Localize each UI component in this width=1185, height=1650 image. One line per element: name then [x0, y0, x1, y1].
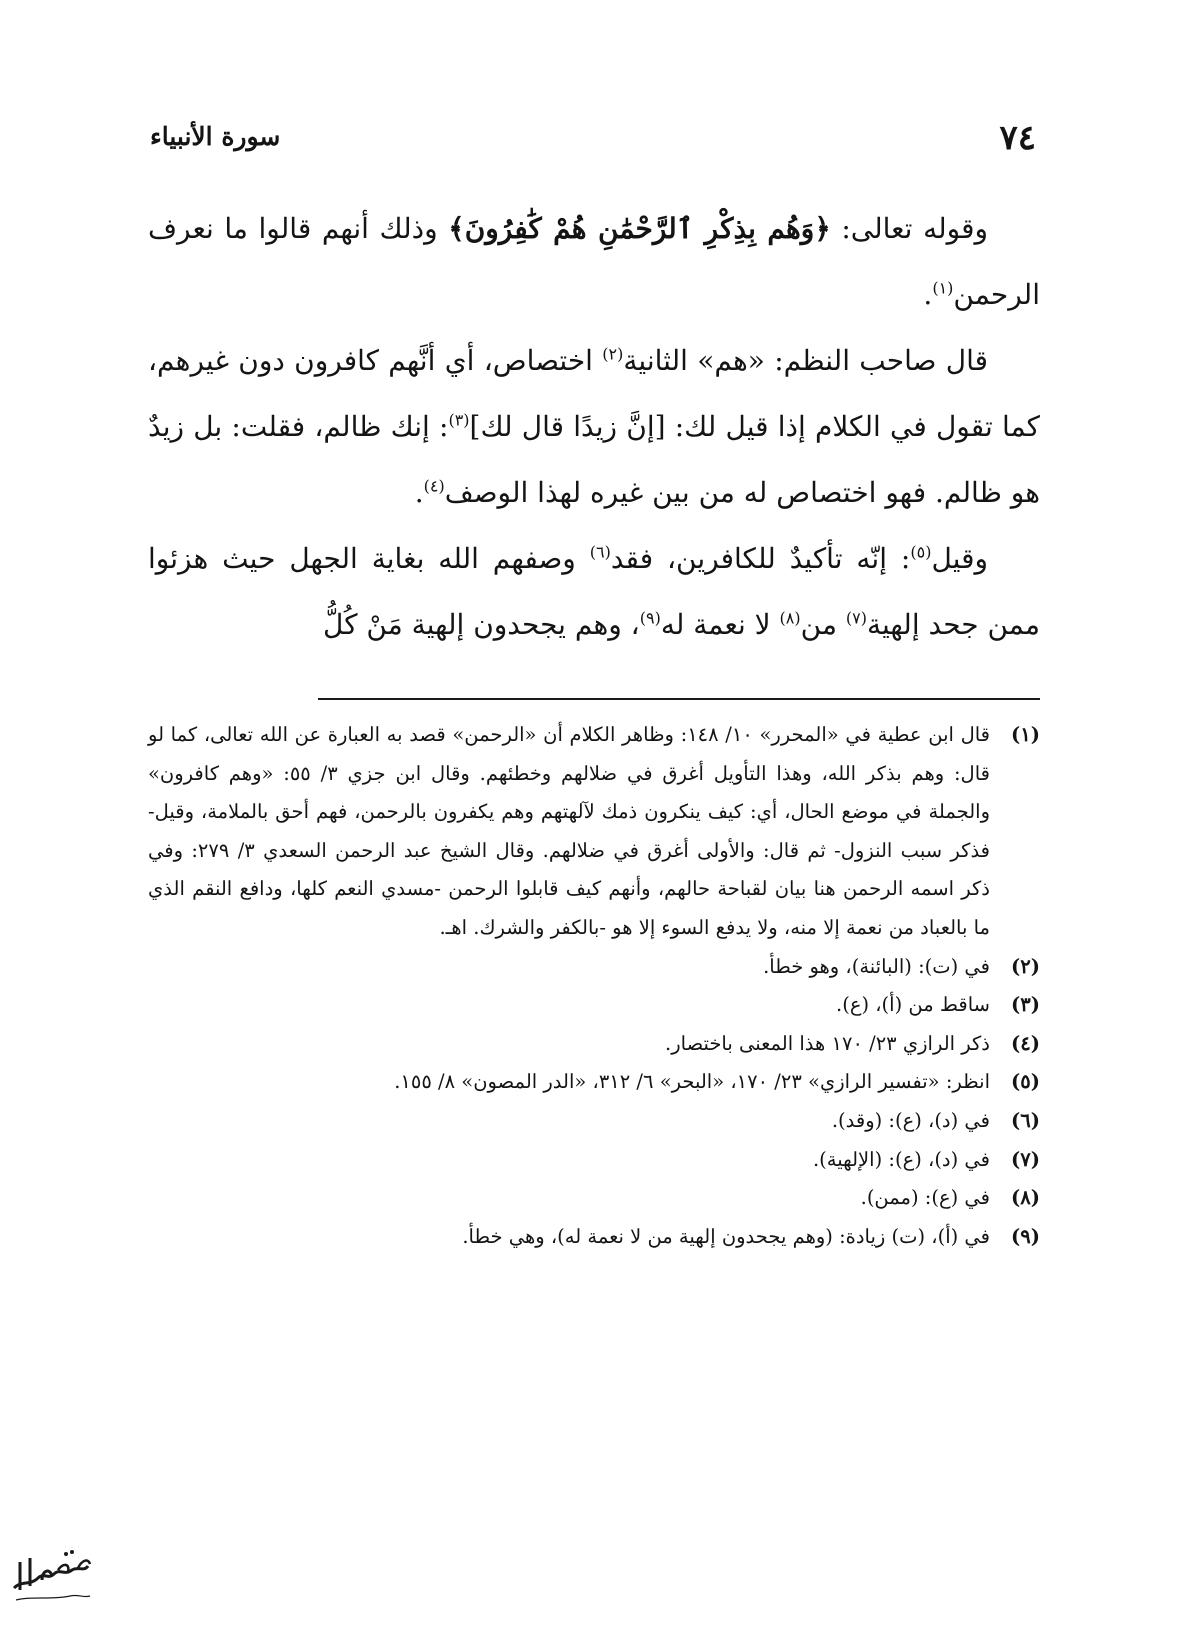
footnote-4: [148, 1025, 1040, 1064]
footnote-ref-8[interactable]: (٨): [779, 608, 801, 628]
footnote-ref-3[interactable]: (٣): [448, 410, 470, 430]
main-text: [148, 196, 1040, 658]
footnote-text: في (د)، (ع): (وقد).: [831, 1108, 990, 1132]
footnote-text: في (ع): (ممن).: [860, 1186, 990, 1210]
footnote-number: (٢): [1011, 954, 1040, 978]
footnote-number: (٣): [1011, 993, 1040, 1017]
paragraph-3: وقيل$^{(٥)}$: إنّه تأكيدٌ للكافرين، فقد$^{(٦)}$ وصفهم الله بغاية الجهل حيث هزئوا ممن جحد إلهية$^{(٧)}$ من$^{(٨)}$ لا نعمة له$^{(٩)}$، وهم يجحدون إلهية مَنْ كُلُّ: [148, 542, 1040, 641]
footnote-number: (٤): [1011, 1031, 1040, 1055]
quran-verse: ﴿وَهُم بِذِكْرِ ٱلرَّحْمَٰنِ هُمْ كَٰفِرُونَ﴾: [448, 212, 831, 245]
footnote-ref-1[interactable]: (١): [932, 278, 954, 298]
footnote-5: [148, 1063, 1040, 1102]
footnote-ref-7[interactable]: (٧): [845, 608, 867, 628]
footnote-text: ساقط من (أ)، (ع).: [836, 993, 990, 1017]
paragraph-2: قال صاحب النظم: «هم» الثانية$^{(٢)}$ اختصاص، أي أنَّهم كافرون دون غيرهم، كما تقول في الكلام إذا قيل لك: [إنَّ زيدًا قال لك]$^{(٣)}$: إنك ظالم، فقلت: بل زيدٌ هو ظالم. فهو اختصاص له من بين غيره لهذا الوصف$^{(٤)}$.: [148, 344, 1040, 509]
footnote-number: (٥): [1011, 1070, 1040, 1094]
footnote-number: (٧): [1011, 1147, 1040, 1171]
calligraphy-logo-icon: [8, 1540, 94, 1610]
footnote-number: (١): [1011, 723, 1040, 746]
footnote-number: (٩): [1011, 1224, 1040, 1248]
footnote-9: [148, 1218, 1040, 1257]
footnote-2: [148, 948, 1040, 987]
footnote-3: [148, 986, 1040, 1025]
page-header: [150, 118, 1036, 168]
footnote-text: في (أ)، (ت) زيادة: (وهم يجحدون إلهية من لا نعمة له)، وهي خطأ.: [462, 1224, 990, 1248]
footnotes: [148, 716, 1040, 1256]
footnote-number: (٦): [1011, 1108, 1040, 1132]
footnote-divider: [318, 698, 1040, 700]
footnote-text: ذكر الرازي ٢٣/ ١٧٠ هذا المعنى باختصار.: [665, 1031, 990, 1055]
footnote-text: قال ابن عطية في «المحرر» ١٠/ ١٤٨: وظاهر الكلام أن «الرحمن» قصد به العبارة عن الله تعالى، كما لو قال: وهم بذكر الله، وهذا التأويل أغرق في ضلالهم وخطئهم. وقال ابن جزي ٣/ ٥٥: «وهم كافرون» والجملة في موضع الحال، أي: كيف ينكرون ذمك لآلهتهم وهم يكفرون بالرحمن، فهم أحق بالملامة، وقيل- فذكر سبب النزول- ثم قال: والأولى أغرق في ضلالهم. وقال الشيخ عبد الرحمن السعدي ٣/ ٢٧٩: وفي ذكر اسمه الرحمن هنا بيان لقباحة حالهم، وأنهم كيف قابلوا الرحمن -مسدي النعم كلها، ودافع النقم الذي ما بالعباد من نعمة إلا منه، ولا يدفع السوء إلا هو -بالكفر والشرك. اهـ.: [148, 723, 990, 939]
footnote-ref-9[interactable]: (٩): [639, 608, 661, 628]
footnote-ref-4[interactable]: (٤): [423, 476, 445, 496]
page-number: ٧٤: [999, 118, 1036, 158]
footnote-1: [148, 716, 1040, 948]
footnote-text: في (د)، (ع): (الإلهية).: [812, 1147, 990, 1171]
footnote-ref-2[interactable]: (٢): [602, 344, 624, 364]
footnote-7: [148, 1141, 1040, 1180]
footnote-text: في (ت): (البائنة)، وهو خطأ.: [763, 954, 990, 978]
footnote-6: [148, 1102, 1040, 1141]
surah-title: سورة الأنبياء: [150, 122, 281, 151]
paragraph-1: وقوله تعالى: ﴿وَهُم بِذِكْرِ ٱلرَّحْمَٰنِ هُمْ كَٰفِرُونَ﴾ وذلك أنهم قالوا ما نعرف الرحمن$^{(١)}$.: [148, 212, 1040, 311]
footnote-number: (٨): [1011, 1186, 1040, 1210]
footnote-8: [148, 1179, 1040, 1218]
footnote-ref-6[interactable]: (٦): [589, 542, 611, 562]
footnote-text: انظر: «تفسير الرازي» ٢٣/ ١٧٠، «البحر» ٦/ ٣١٢، «الدر المصون» ٨/ ١٥٥.: [394, 1070, 990, 1094]
footnote-ref-5[interactable]: (٥): [910, 542, 932, 562]
